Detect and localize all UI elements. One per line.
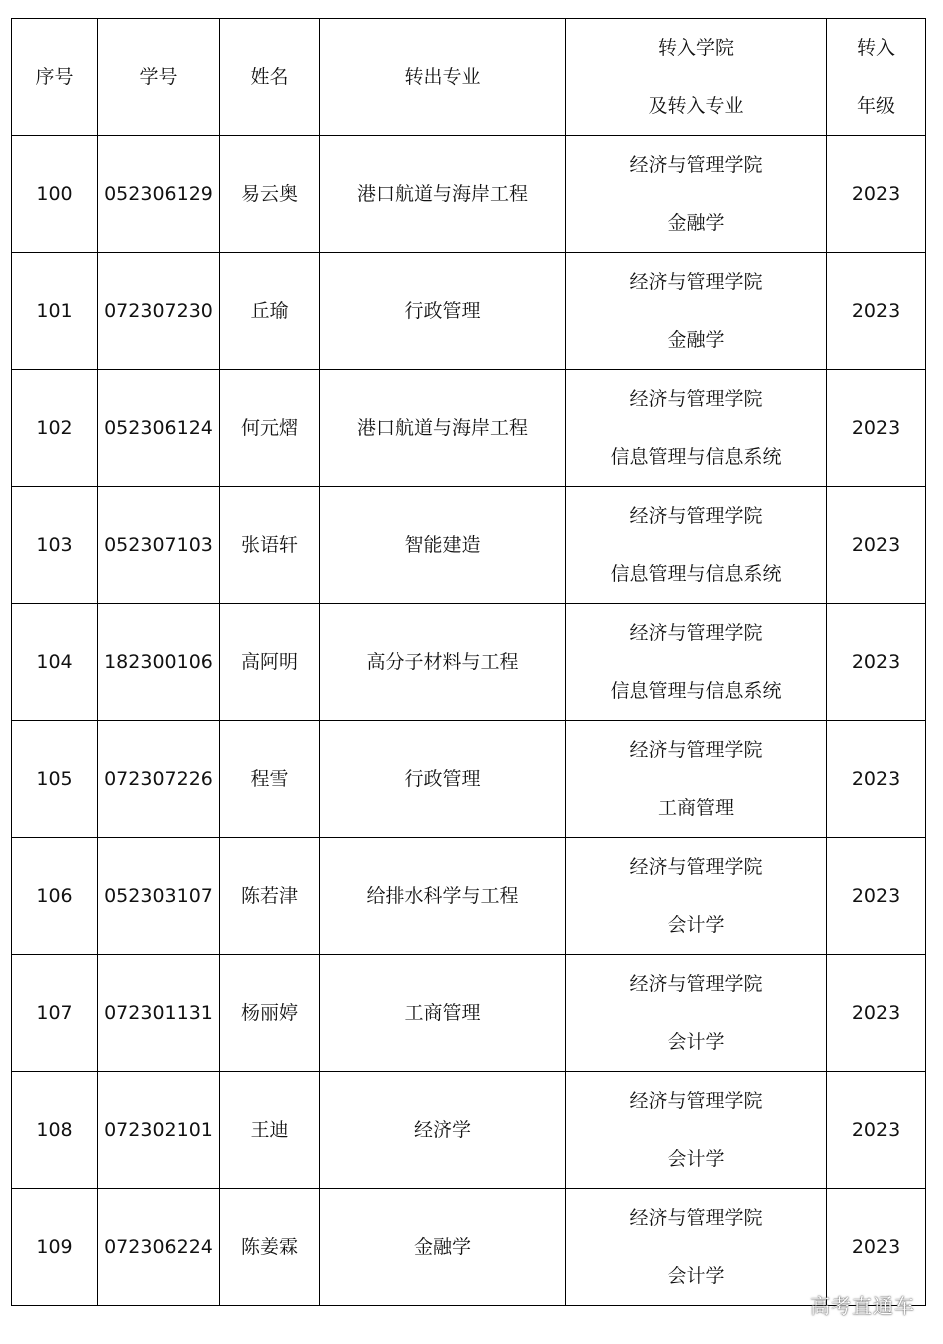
to-college: 经济与管理学院 — [629, 739, 763, 761]
table-row — [12, 721, 926, 838]
cell-year: 2023 — [827, 604, 926, 721]
cell-from-major: 金融学 — [320, 1189, 566, 1306]
cell-name: 陈姜霖 — [220, 1189, 320, 1306]
cell-year: 2023 — [827, 721, 926, 838]
cell-student-id: 072306224 — [98, 1189, 220, 1306]
table-row — [12, 370, 926, 487]
cell-from-major: 港口航道与海岸工程 — [320, 136, 566, 253]
cell-student-id: 072301131 — [98, 955, 220, 1072]
to-major: 工商管理 — [657, 797, 734, 819]
cell-name: 何元熠 — [220, 370, 320, 487]
to-college: 经济与管理学院 — [629, 973, 763, 995]
to-major: 会计学 — [667, 1031, 725, 1053]
cell-seq: 108 — [12, 1072, 98, 1189]
cell-student-id: 052306129 — [98, 136, 220, 253]
cell-year: 2023 — [827, 1189, 926, 1306]
to-college: 经济与管理学院 — [629, 1090, 763, 1112]
to-college: 经济与管理学院 — [629, 622, 763, 644]
cell-student-id: 072307230 — [98, 253, 220, 370]
cell-year: 2023 — [827, 1072, 926, 1189]
header-name: 姓名 — [220, 19, 320, 136]
cell-to-college-major — [566, 955, 827, 1072]
to-major: 信息管理与信息系统 — [610, 563, 782, 585]
table-row — [12, 487, 926, 604]
cell-seq: 100 — [12, 136, 98, 253]
to-college: 经济与管理学院 — [629, 505, 763, 527]
cell-from-major: 给排水科学与工程 — [320, 838, 566, 955]
cell-from-major: 行政管理 — [320, 721, 566, 838]
cell-to-college-major — [566, 838, 827, 955]
cell-to-college-major — [566, 1189, 827, 1306]
cell-student-id: 052307103 — [98, 487, 220, 604]
cell-student-id: 052303107 — [98, 838, 220, 955]
transfer-student-table — [11, 18, 926, 1306]
cell-name: 杨丽婷 — [220, 955, 320, 1072]
header-to-college — [566, 19, 827, 136]
header-seq: 序号 — [12, 19, 98, 136]
cell-student-id: 182300106 — [98, 604, 220, 721]
header-to-college-line1: 转入学院 — [657, 37, 734, 59]
cell-name: 易云奥 — [220, 136, 320, 253]
cell-to-college-major — [566, 136, 827, 253]
cell-seq: 106 — [12, 838, 98, 955]
to-major: 金融学 — [667, 212, 725, 234]
cell-from-major: 港口航道与海岸工程 — [320, 370, 566, 487]
header-from-major: 转出专业 — [320, 19, 566, 136]
table-row — [12, 253, 926, 370]
cell-name: 高阿明 — [220, 604, 320, 721]
cell-name: 王迪 — [220, 1072, 320, 1189]
header-to-college-line2: 及转入专业 — [648, 95, 744, 117]
watermark: 高考直通车 — [810, 1294, 915, 1318]
cell-seq: 109 — [12, 1189, 98, 1306]
header-year — [827, 19, 926, 136]
header-year-line1: 转入 — [856, 37, 895, 59]
cell-student-id: 052306124 — [98, 370, 220, 487]
cell-seq: 101 — [12, 253, 98, 370]
table-row — [12, 955, 926, 1072]
cell-to-college-major — [566, 487, 827, 604]
cell-seq: 103 — [12, 487, 98, 604]
cell-from-major: 行政管理 — [320, 253, 566, 370]
cell-year: 2023 — [827, 253, 926, 370]
to-college: 经济与管理学院 — [629, 271, 763, 293]
header-row — [12, 19, 926, 136]
to-major: 信息管理与信息系统 — [610, 680, 782, 702]
header-student-id: 学号 — [98, 19, 220, 136]
cell-name: 陈若津 — [220, 838, 320, 955]
cell-to-college-major — [566, 1072, 827, 1189]
cell-year: 2023 — [827, 487, 926, 604]
cell-student-id: 072307226 — [98, 721, 220, 838]
header-year-line2: 年级 — [856, 95, 895, 117]
cell-seq: 107 — [12, 955, 98, 1072]
cell-seq: 105 — [12, 721, 98, 838]
to-major: 会计学 — [667, 1148, 725, 1170]
cell-name: 张语轩 — [220, 487, 320, 604]
cell-to-college-major — [566, 370, 827, 487]
table-header — [12, 19, 926, 136]
table-row — [12, 604, 926, 721]
table-row — [12, 136, 926, 253]
to-major: 金融学 — [667, 329, 725, 351]
cell-from-major: 经济学 — [320, 1072, 566, 1189]
table-row — [12, 1072, 926, 1189]
cell-from-major: 高分子材料与工程 — [320, 604, 566, 721]
cell-seq: 102 — [12, 370, 98, 487]
cell-seq: 104 — [12, 604, 98, 721]
to-college: 经济与管理学院 — [629, 1207, 763, 1229]
cell-from-major: 工商管理 — [320, 955, 566, 1072]
to-college: 经济与管理学院 — [629, 856, 763, 878]
to-major: 信息管理与信息系统 — [610, 446, 782, 468]
to-college: 经济与管理学院 — [629, 388, 763, 410]
to-major: 会计学 — [667, 914, 725, 936]
cell-to-college-major — [566, 253, 827, 370]
cell-student-id: 072302101 — [98, 1072, 220, 1189]
to-college: 经济与管理学院 — [629, 154, 763, 176]
cell-to-college-major — [566, 604, 827, 721]
cell-year: 2023 — [827, 370, 926, 487]
cell-name: 丘瑜 — [220, 253, 320, 370]
cell-year: 2023 — [827, 955, 926, 1072]
table-body — [12, 136, 926, 1306]
to-major: 会计学 — [667, 1265, 725, 1287]
cell-to-college-major — [566, 721, 827, 838]
table-row — [12, 838, 926, 955]
table-row — [12, 1189, 926, 1306]
cell-from-major: 智能建造 — [320, 487, 566, 604]
cell-name: 程雪 — [220, 721, 320, 838]
cell-year: 2023 — [827, 136, 926, 253]
cell-year: 2023 — [827, 838, 926, 955]
